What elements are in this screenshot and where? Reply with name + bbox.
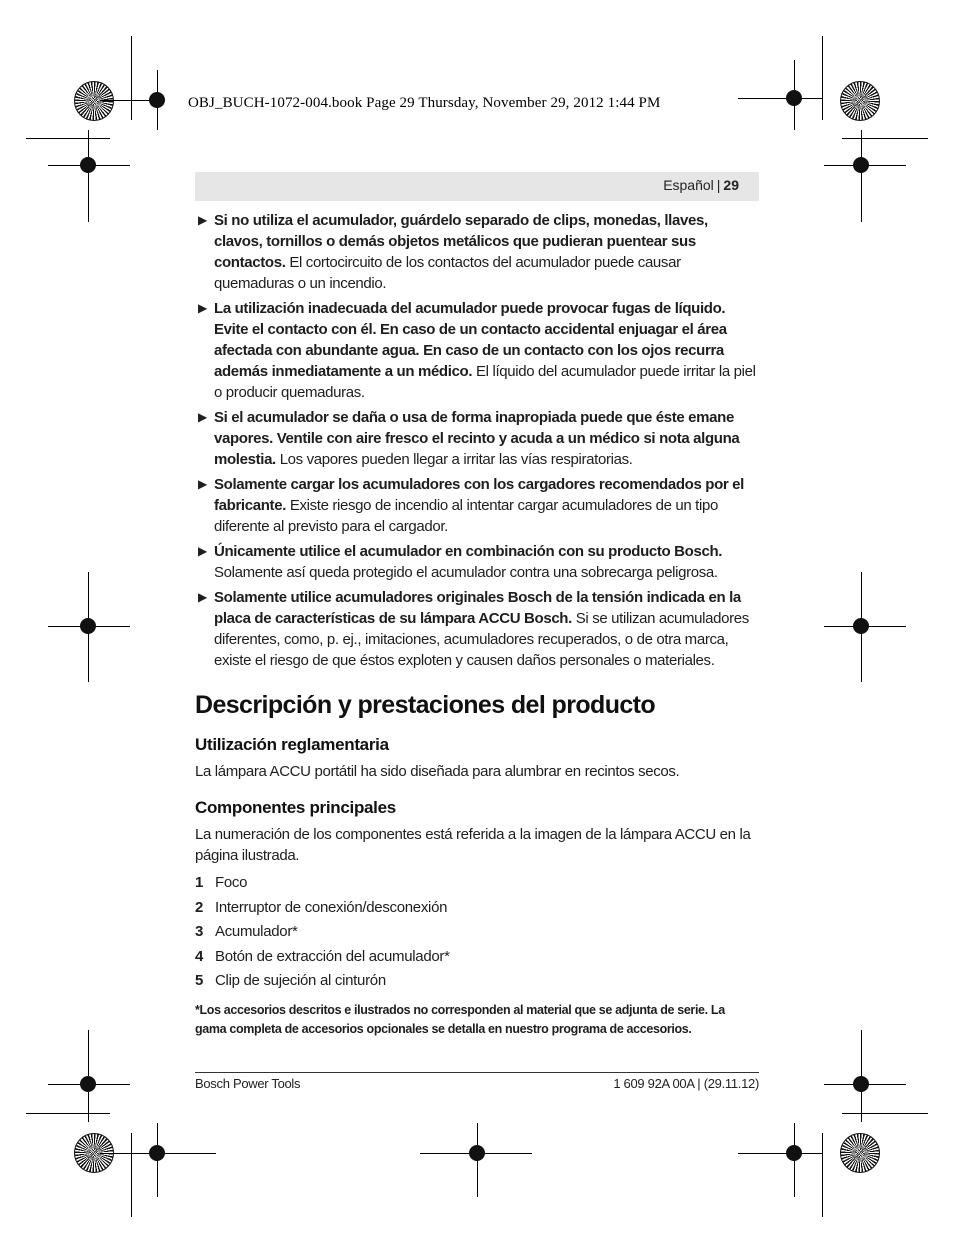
component-number: 5 — [195, 972, 204, 989]
warning-item — [195, 407, 759, 470]
warning-text: Si se utilizan acumuladores diferentes, como, p. ej., imitaciones, acumuladores recuperados, o de otra marca, existe el riesgo de que éstos exploten y causen daños personales o materiales. — [214, 610, 749, 669]
warning-text: Solamente así queda protegido el acumulador contra una sobrecarga peligrosa. — [214, 564, 718, 581]
warning-item — [195, 587, 759, 671]
page-header — [195, 172, 759, 201]
registration-target-icon — [853, 157, 869, 173]
component-number: 3 — [195, 923, 204, 940]
components-intro: La numeración de los componentes está referida a la imagen de la lámpara ACCU en la página ilustrada. — [195, 826, 751, 864]
registration-target-icon — [853, 618, 869, 634]
warning-item — [195, 298, 759, 403]
header-page-number: 29 — [723, 177, 739, 193]
component-item — [195, 872, 759, 897]
warning-bold-text: Si el acumulador se daña o usa de forma inapropiada puede que éste emane vapores. Ventile con aire fresco el recinto y acuda a un médico si nota alguna molestia. — [214, 409, 740, 468]
registration-target-icon — [149, 1145, 165, 1161]
intended-use-heading: Utilización reglamentaria — [195, 735, 389, 754]
component-number: 1 — [195, 874, 204, 891]
bullet-arrow-icon: ▶ — [198, 477, 207, 491]
safety-warnings-list — [195, 210, 759, 671]
bullet-arrow-icon: ▶ — [198, 590, 207, 604]
warning-text: Existe riesgo de incendio al intentar cargar acumuladores de un tipo diferente al previsto para el cargador. — [214, 497, 718, 535]
component-label: Clip de sujeción al cinturón — [215, 972, 386, 989]
components-heading: Componentes principales — [195, 798, 396, 817]
registration-rosette-icon — [840, 81, 880, 121]
component-item — [195, 921, 759, 946]
bullet-arrow-icon: ▶ — [198, 213, 207, 227]
registration-target-icon — [786, 90, 802, 106]
bullet-arrow-icon: ▶ — [198, 301, 207, 315]
warning-bold-text: Solamente cargar los acumuladores con los cargadores recomendados por el fabricante. — [214, 476, 744, 514]
bullet-arrow-icon: ▶ — [198, 410, 207, 424]
component-item — [195, 946, 759, 971]
registration-target-icon — [853, 1076, 869, 1092]
warning-bold-text: Si no utiliza el acumulador, guárdelo separado de clips, monedas, llaves, clavos, tornillos o demás objetos metálicos que pudieran puentear sus contactos. — [214, 212, 708, 271]
section-title: Descripción y prestaciones del producto — [195, 691, 656, 719]
warning-bold-text: La utilización inadecuada del acumulador puede provocar fugas de líquido. Evite el contacto con él. En caso de un contacto accidental enjuagar el área afectada con abundante agua. En caso de un contacto con los ojos recurra además inmediatamente a un médico. — [214, 300, 727, 380]
intended-use-text: La lámpara ACCU portátil ha sido diseñada para alumbrar en recintos secos. — [195, 763, 680, 780]
component-number: 4 — [195, 947, 204, 965]
print-slug: OBJ_BUCH-1072-004.book Page 29 Thursday, November 29, 2012 1:44 PM — [188, 95, 661, 111]
page-content — [195, 210, 759, 1039]
component-label: Interruptor de conexión/desconexión — [215, 898, 448, 916]
warning-bold-text: Únicamente utilice el acumulador en combinación con su producto Bosch. — [214, 543, 723, 560]
component-label: Acumulador* — [215, 923, 298, 940]
registration-target-icon — [80, 618, 96, 634]
registration-target-icon — [80, 1076, 96, 1092]
footer-doc-number: 1 609 92A 00A | (29.11.12) — [613, 1076, 759, 1091]
registration-rosette-icon — [74, 81, 114, 121]
warning-bold-text: Solamente utilice acumuladores originales Bosch de la tensión indicada en la placa de características de su lámpara ACCU Bosch. — [214, 589, 741, 627]
accessories-note: *Los accesorios descritos e ilustrados no corresponden al material que se adjunta de serie. La gama completa de accesorios opcionales se detalla en nuestro programa de accesorios. — [195, 1002, 725, 1036]
component-number: 2 — [195, 898, 204, 916]
page-header-text — [663, 177, 739, 193]
footer-brand: Bosch Power Tools — [195, 1076, 301, 1091]
warning-text: Los vapores pueden llegar a irritar las vías respiratorias. — [275, 451, 633, 468]
bullet-arrow-icon: ▶ — [198, 544, 207, 558]
warning-item — [195, 474, 759, 537]
warning-text: El líquido del acumulador puede irritar la piel o producir quemaduras. — [214, 363, 756, 401]
warning-item — [195, 210, 759, 294]
components-list — [195, 872, 759, 995]
component-item — [195, 970, 759, 995]
registration-target-icon — [149, 92, 165, 108]
registration-target-icon — [786, 1145, 802, 1161]
registration-target-icon — [80, 157, 96, 173]
component-label: Botón de extracción del acumulador* — [215, 947, 450, 965]
header-language: Español — [663, 177, 714, 193]
warning-item — [195, 541, 759, 583]
header-separator: | — [716, 177, 721, 193]
component-item — [195, 897, 759, 922]
component-label: Foco — [215, 874, 248, 891]
registration-target-icon — [469, 1145, 485, 1161]
warning-text: El cortocircuito de los contactos del acumulador puede causar quemaduras o un incendio. — [214, 254, 681, 292]
registration-rosette-icon — [840, 1133, 880, 1173]
footer-divider — [195, 1072, 759, 1073]
